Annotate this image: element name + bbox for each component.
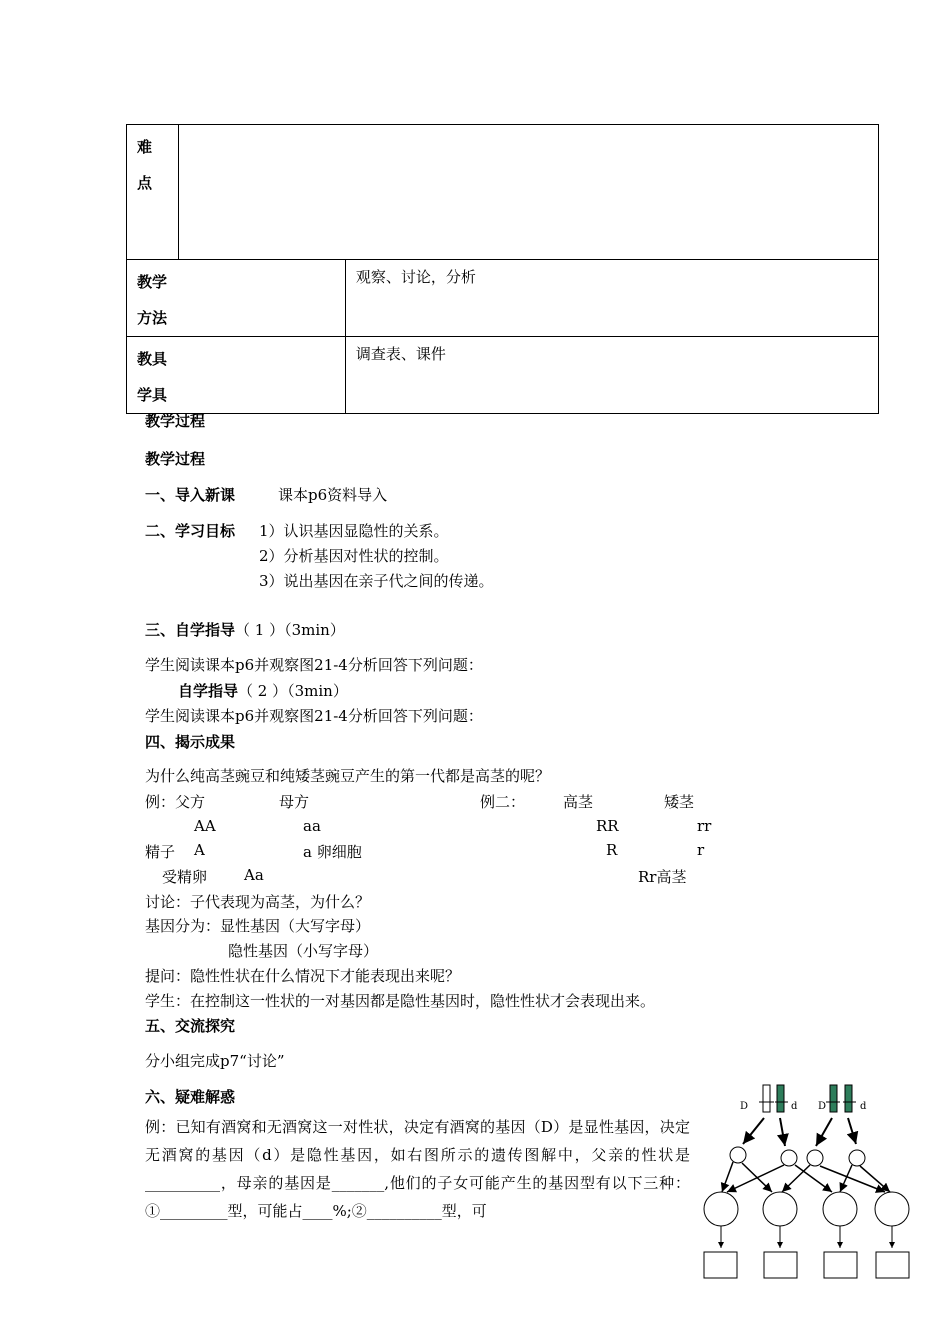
egg-gene: a 卵细胞 [303, 843, 362, 861]
goal-item: 1）认识基因显隐性的关系。 [259, 522, 449, 540]
father-label-d: d [791, 1101, 798, 1112]
example1-father-genotype: AA [194, 817, 216, 835]
trait-box [704, 1252, 737, 1278]
mother-label-D: D [818, 1101, 827, 1112]
heading-results: 四、揭示成果 [145, 733, 236, 751]
trait-box [876, 1252, 909, 1278]
difficulty-value [179, 125, 879, 260]
offspring-circle [823, 1192, 857, 1226]
mother-chromosome-pair [818, 1085, 867, 1112]
example2-result: Rr高茎 [638, 868, 687, 886]
zygote-genotype: Aa [244, 866, 264, 884]
example2-tall: 高茎 [563, 793, 594, 811]
method-value: 观察、讨论，分析 [345, 260, 878, 337]
example2-short-genotype: rr [697, 817, 712, 835]
sperm-label: 精子 [145, 843, 176, 861]
answer: 学生：在控制这一性状的一对基因都是隐性基因时，隐性性状才会表现出来。 [145, 992, 656, 1010]
inheritance-diagram [700, 1080, 915, 1285]
example1-mother: 母方 [279, 793, 310, 811]
heading-process-2: 教学过程 [145, 450, 206, 468]
heading-explore: 五、交流探究 [145, 1017, 236, 1035]
explore-text: 分小组完成p7“讨论” [145, 1052, 285, 1070]
heading-goals: 二、学习目标 [145, 522, 236, 540]
example2-label: 例二： [480, 793, 526, 811]
father-chromosome-pair [740, 1085, 798, 1112]
trait-box [824, 1252, 857, 1278]
example2-short: 矮茎 [664, 793, 695, 811]
offspring-circle [763, 1192, 797, 1226]
label-method: 教学 方法 [127, 260, 346, 337]
tools-value: 调查表、课件 [345, 337, 878, 414]
gamete-circle [849, 1150, 865, 1166]
offspring-circle [704, 1192, 738, 1226]
self-study-1-text: 学生阅读课本p6并观察图21-4分析回答下列问题： [145, 656, 483, 674]
gamete-circle [730, 1147, 746, 1163]
intro-text: 课本p6资料导入 [278, 486, 388, 504]
recessive-gene: 隐性基因（小写字母） [228, 942, 379, 960]
problem-paragraph: 例：已知有酒窝和无酒窝这一对性状，决定有酒窝的基因（D）是显性基因，决定无酒窝的基因（d）是隐性基因，如右图所示的遗传图解中，父亲的性状是__________，母亲的基因是_______,他们的子女可能产生的基因型有以下三种：①_________型，可能占____%;②__________型，可 [145, 1118, 690, 1220]
discussion: 讨论：子代表现为高茎，为什么？ [145, 893, 371, 911]
father-label-D: D [740, 1101, 749, 1112]
example1-label: 例：父方 [145, 793, 206, 811]
goal-item: 2）分析基因对性状的控制。 [259, 547, 449, 565]
self-study-2-text: 学生阅读课本p6并观察图21-4分析回答下列问题： [145, 707, 483, 725]
mother-label-d: d [860, 1101, 867, 1112]
heading-intro: 一、导入新课 [145, 486, 236, 504]
goal-item: 3）说出基因在亲子代之间的传递。 [259, 572, 494, 590]
example2-tall-genotype: RR [596, 817, 619, 835]
offspring-circle [875, 1192, 909, 1226]
results-question: 为什么纯高茎豌豆和纯矮茎豌豆产生的第一代都是高茎的呢？ [145, 767, 551, 785]
self-study-2: 自学指导（ 2 ）（3min） [178, 682, 348, 700]
gamete-circle [781, 1150, 797, 1166]
heading-difficulty-solving: 六、疑难解惑 [145, 1088, 236, 1106]
gene-types: 基因分为：显性基因（大写字母） [145, 917, 371, 935]
question: 提问：隐性性状在什么情况下才能表现出来呢？ [145, 967, 461, 985]
lesson-plan-table [126, 124, 879, 414]
example2-gamete-1: R [606, 841, 618, 859]
example1-mother-genotype: aa [303, 817, 321, 835]
trait-box [764, 1252, 797, 1278]
label-tools: 教具 学具 [127, 337, 346, 414]
sperm-gene: A [194, 841, 205, 859]
self-study-1: 三、自学指导（ 1 ）（3min） [145, 621, 345, 639]
zygote-label: 受精卵 [162, 868, 208, 886]
gamete-circle [807, 1150, 823, 1166]
example2-gamete-2: r [697, 841, 705, 859]
heading-process-1: 教学过程 [145, 412, 206, 430]
label-difficulty: 难 点 [127, 125, 179, 260]
